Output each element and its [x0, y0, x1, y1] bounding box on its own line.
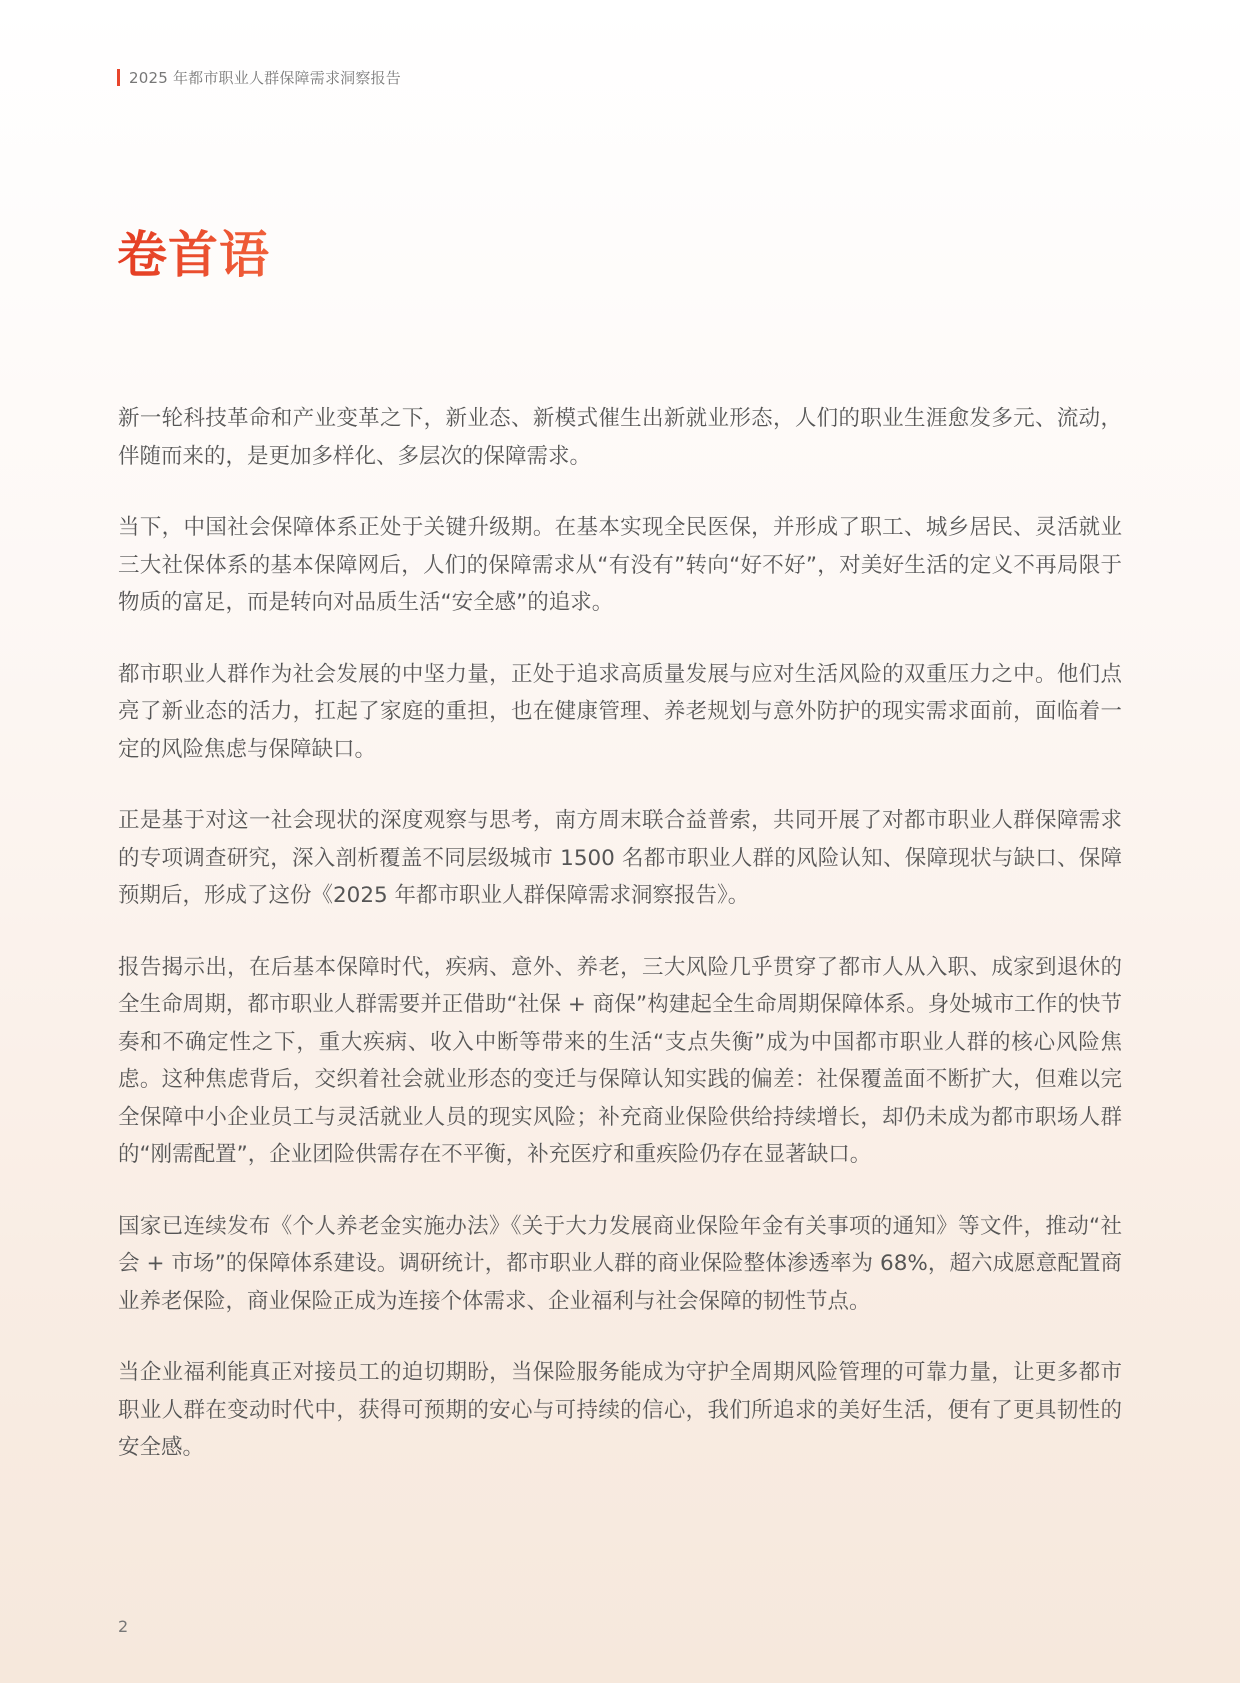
header-accent-bar	[117, 69, 120, 86]
running-header	[117, 66, 401, 88]
page-number: 2	[118, 1617, 129, 1636]
paragraph-3: 都市职业人群作为社会发展的中坚力量，正处于追求高质量发展与应对生活风险的双重压力之中。他们点亮了新业态的活力，扛起了家庭的重担，也在健康管理、养老规划与意外防护的现实需求面前，面临着一定的风险焦虑与保障缺口。	[118, 661, 1122, 762]
body-text	[118, 400, 1122, 1501]
paragraph-1: 新一轮科技革命和产业变革之下，新业态、新模式催生出新就业形态，人们的职业生涯愈发多元、流动，伴随而来的，是更加多样化、多层次的保障需求。	[118, 406, 1122, 469]
paragraph-6: 国家已连续发布《个人养老金实施办法》《关于大力发展商业保险年金有关事项的通知》等文件，推动“社会 + 市场”的保障体系建设。调研统计，都市职业人群的商业保险整体渗透率为 68%，超六成愿意配置商业养老保险，商业保险正成为连接个体需求、企业福利与社会保障的韧性节点。	[118, 1213, 1122, 1314]
paragraph-7: 当企业福利能真正对接员工的迫切期盼，当保险服务能成为守护全周期风险管理的可靠力量，让更多都市职业人群在变动时代中，获得可预期的安心与可持续的信心，我们所追求的美好生活，便有了更具韧性的安全感。	[118, 1360, 1122, 1460]
running-header-title: 2025 年都市职业人群保障需求洞察报告	[129, 68, 401, 87]
paragraph-4: 正是基于对这一社会现状的深度观察与思考，南方周末联合益普索，共同开展了对都市职业人群保障需求的专项调查研究，深入剖析覆盖不同层级城市 1500 名都市职业人群的风险认知、保障现状与缺口、保障预期后，形成了这份《2025 年都市职业人群保障需求洞察报告》。	[118, 808, 1122, 908]
paragraph-5: 报告揭示出，在后基本保障时代，疾病、意外、养老，三大风险几乎贯穿了都市人从入职、成家到退休的全生命周期，都市职业人群需要并正借助“社保 + 商保”构建起全生命周期保障体系。身处城市工作的快节奏和不确定性之下，重大疾病、收入中断等带来的生活“支点失衡”成为中国都市职业人群的核心风险焦虑。这种焦虑背后，交织着社会就业形态的变迁与保障认知实践的偏差：社保覆盖面不断扩大，但难以完全保障中小企业员工与灵活就业人员的现实风险；补充商业保险供给持续增长，却仍未成为都市职场人群的“刚需配置”，企业团险供需存在不平衡，补充医疗和重疾险仍存在显著缺口。	[118, 954, 1122, 1167]
paragraph-2: 当下，中国社会保障体系正处于关键升级期。在基本实现全民医保，并形成了职工、城乡居民、灵活就业三大社保体系的基本保障网后，人们的保障需求从“有没有”转向“好不好”，对美好生活的定义不再局限于物质的富足，而是转向对品质生活“安全感”的追求。	[118, 515, 1122, 615]
page-title: 卷首语	[117, 226, 270, 284]
